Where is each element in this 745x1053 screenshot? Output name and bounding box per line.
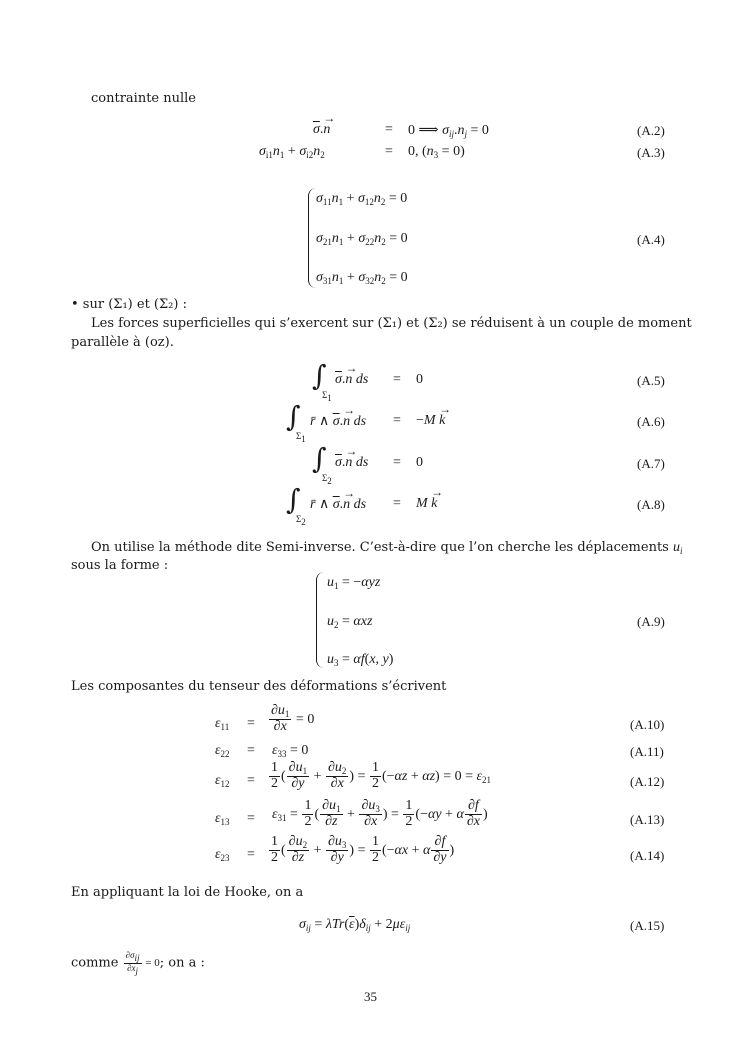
integral-sign: ∫ xyxy=(312,359,327,392)
integral-sign: ∫ xyxy=(312,442,327,475)
equation-a7-lhs: $\overline{\sigma}.\to n$ ds xyxy=(335,455,368,471)
integral-subscript-sigma1: $\Sigma_1$ xyxy=(322,390,332,403)
equation-a9-line3: $u_3 = \alpha f(x$, y) xyxy=(327,652,394,668)
equation-label-a3: (A.3) xyxy=(637,145,665,160)
paragraph-semi-inverse-line1 xyxy=(91,540,683,556)
paragraph-hooke: En appliquant la loi de Hooke, on a xyxy=(71,885,304,900)
equation-label-a5: (A.5) xyxy=(637,373,665,388)
equation-a2-eq: = xyxy=(385,122,393,137)
paragraph-comme xyxy=(71,951,205,977)
comme-text: comme xyxy=(71,955,119,971)
equation-a10-rhs: $\frac{\partial u_1}{\partial x}$ = 0 xyxy=(271,703,315,735)
equation-label-a7: (A.7) xyxy=(637,456,665,471)
integral-subscript-sigma1: $\Sigma_1$ xyxy=(296,431,306,444)
equation-a5-rhs: 0 xyxy=(416,372,423,387)
equation-a12-rhs: $\frac{1}{2}$ ( $\frac{\partial u_1}{\partial y}$ + $\frac{\partial u_2}{\partial x}$ ) = $\frac{1}{2}$ $(-\alpha z + \alpha z) = 0 = \varepsilon_{21}$ xyxy=(271,760,492,792)
semi-inverse-text: On utilise la méthode dite Semi-inverse. C’est-à-dire que l’on cherche les déplacements xyxy=(91,540,669,555)
equation-a7-eq: = xyxy=(393,455,401,470)
equation-a8-eq: = xyxy=(393,496,401,511)
equation-a6-lhs: r̄ ∧ $\overline{\sigma}.\to n$ ds xyxy=(310,413,366,430)
equation-a7-rhs: 0 xyxy=(416,455,423,470)
equation-label-a4: (A.4) xyxy=(637,232,665,247)
equation-a2-lhs: $\overline{\sigma}.\to n$ xyxy=(313,122,330,138)
equation-a2-rhs: 0 ⟹ $\sigma_{ij}.n_j = 0$ xyxy=(408,123,489,139)
equation-label-a12: (A.12) xyxy=(630,774,665,789)
equation-a11-eq: = xyxy=(247,743,255,758)
integral-sign: ∫ xyxy=(286,483,301,516)
system-brace-a9 xyxy=(316,572,324,668)
equation-a13-lhs: $\varepsilon_{13}$ xyxy=(215,811,230,827)
equation-a10-lhs: $\varepsilon_{11}$ xyxy=(215,716,230,732)
equation-a3-lhs: $\sigma_{i1}n_1 + \sigma_{i2}n_2$ xyxy=(259,144,325,160)
equation-a8-lhs: r̄ ∧ $\overline{\sigma}.\to n$ ds xyxy=(310,496,366,513)
equation-label-a9: (A.9) xyxy=(637,614,665,629)
equation-label-a13: (A.13) xyxy=(630,812,665,827)
equation-a5-eq: = xyxy=(393,372,401,387)
paragraph-forces-line1: Les forces superficielles qui s’exercent sur (Σ₁) et (Σ₂) se réduisent à un couple de moment xyxy=(91,316,692,331)
equation-label-a8: (A.8) xyxy=(637,497,665,512)
equation-a6-rhs: −M → k xyxy=(416,413,445,429)
equation-a12-eq: = xyxy=(247,773,255,788)
equation-a9-line2: $u_2 = \alpha xz$ xyxy=(327,614,373,630)
paragraph-composantes: Les composantes du tenseur des déformations s’écrivent xyxy=(71,679,447,694)
integral-subscript-sigma2: $\Sigma_2$ xyxy=(296,514,306,527)
on-a-text: ; on a : xyxy=(159,955,205,971)
equation-a14-eq: = xyxy=(247,847,255,862)
divergence-condition: $\frac{\partial\sigma_{ij}}{\partial x_j}$ = 0 xyxy=(125,950,160,977)
equation-a11-lhs: $\varepsilon_{22}$ xyxy=(215,743,230,759)
equation-a4-line1: $\sigma_{11}n_1 + \sigma_{12}n_2 = 0$ xyxy=(316,191,408,207)
equation-label-a2: (A.2) xyxy=(637,123,665,138)
equation-a8-rhs: M → k xyxy=(416,496,437,512)
paragraph-sur-sigma: • sur (Σ₁) et (Σ₂) : xyxy=(71,297,187,312)
equation-a6-eq: = xyxy=(393,413,401,428)
integral-sign: ∫ xyxy=(286,400,301,433)
equation-a14-lhs: $\varepsilon_{23}$ xyxy=(215,847,230,863)
equation-a3-rhs: 0, $(n_3 = 0)$ xyxy=(408,144,465,160)
equation-label-a11: (A.11) xyxy=(630,744,664,759)
page-number: 35 xyxy=(364,989,377,1004)
paragraph-forces-line2: parallèle à (oz). xyxy=(71,335,174,350)
equation-a9-line1: $u_1 = -\alpha yz$ xyxy=(327,575,381,591)
equation-a5-lhs: $\overline{\sigma}.\to n$ ds xyxy=(335,372,368,388)
paragraph-semi-inverse-line2: sous la forme : xyxy=(71,558,169,573)
integral-subscript-sigma2: $\Sigma_2$ xyxy=(322,473,332,486)
equation-label-a15: (A.15) xyxy=(630,918,665,933)
equation-label-a6: (A.6) xyxy=(637,414,665,429)
equation-a13-eq: = xyxy=(247,811,255,826)
equation-a10-eq: = xyxy=(247,716,255,731)
symbol-u-i: $u_i$ xyxy=(673,540,683,556)
equation-label-a14: (A.14) xyxy=(630,848,665,863)
equation-label-a10: (A.10) xyxy=(630,717,665,732)
system-brace-a4 xyxy=(308,188,316,288)
equation-a11-rhs: $\varepsilon_{33} = 0$ xyxy=(272,743,309,759)
equation-a3-eq: = xyxy=(385,144,393,159)
paragraph-contrainte: contrainte nulle xyxy=(91,91,197,106)
equation-a15: $\sigma_{ij} = \lambda Tr(\overline{\varepsilon})\delta_{ij} + 2\mu\varepsilon_{ij}$ xyxy=(299,917,411,933)
equation-a4-line2: $\sigma_{21}n_1 + \sigma_{22}n_2 = 0$ xyxy=(316,231,408,247)
equation-a4-line3: $\sigma_{31}n_1 + \sigma_{32}n_2 = 0$ xyxy=(316,270,408,286)
equation-a12-lhs: $\varepsilon_{12}$ xyxy=(215,773,230,789)
equation-a13-rhs: $\varepsilon_{31}$ = $\frac{1}{2}$ ( $\frac{\partial u_1}{\partial z}$ + $\frac{\partial u_3}{\partial x}$ ) = $\frac{1}{2}$ (−αy + α $\frac{\partial f}{\partial x}$ ) xyxy=(272,798,488,830)
equation-a14-rhs: $\frac{1}{2}$ ( $\frac{\partial u_2}{\partial z}$ + $\frac{\partial u_3}{\partial y}$ ) = $\frac{1}{2}$ (−αx + α $\frac{\partial f}{\partial y}$ ) xyxy=(271,834,455,866)
